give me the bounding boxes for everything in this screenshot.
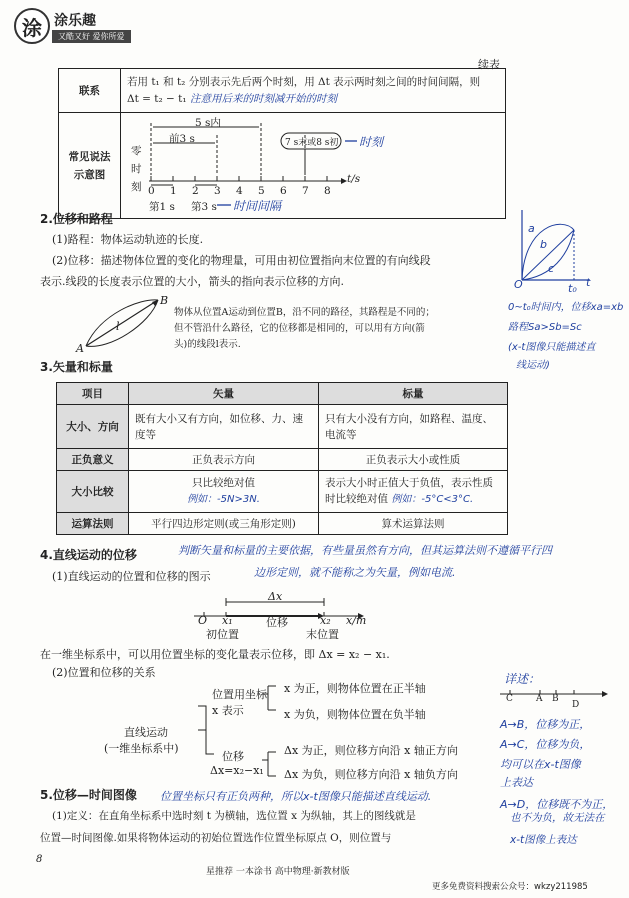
graph-t: t <box>586 276 591 289</box>
logo-icon: 涂 <box>14 8 50 44</box>
path-figure <box>80 294 170 354</box>
tree-b1-b: x 为负，则物体位置在负半轴 <box>284 708 426 721</box>
sec2-title: 2.位移和路程 <box>40 212 113 226</box>
footer-right: 更多免费资料搜索公众号：wkzy211985 <box>432 882 588 892</box>
page-number: 8 <box>36 854 43 865</box>
side4-l5: A→D，位移既不为正， <box>500 798 614 811</box>
graph-t0: t₀ <box>568 282 577 295</box>
row-label-relation: 联系 <box>59 69 121 113</box>
header <box>14 8 214 46</box>
tick-6: 6 <box>280 185 287 197</box>
sec2-p2a: (2)位移：描述物体位置的变化的物理量，可用由初位置指向末位置的有向线段 <box>52 254 431 267</box>
fig-A: A <box>76 342 84 355</box>
row-item: 大小比较 <box>57 471 129 513</box>
span-5s: 5 s内 <box>195 117 221 129</box>
row-vec: 正负表示方向 <box>129 449 319 471</box>
sec4-p3: (2)位置和位移的关系 <box>52 666 156 679</box>
tick-0: 0 <box>148 185 155 197</box>
fig-B: B <box>160 294 169 307</box>
tick-5: 5 <box>258 185 265 197</box>
sec4-p2: 在一维坐标系中，可以用位置坐标的变化量表示位移，即 Δx = x₂ − x₁. <box>40 648 390 661</box>
row-vec: 只比较绝对值 例如：-5N>3N. <box>129 471 319 513</box>
tick-4: 4 <box>236 185 243 197</box>
axis-unit: t/s <box>347 173 361 185</box>
row-sca: 正负表示大小或性质 <box>319 449 508 471</box>
sec5-note-2: 也不为负，故无法在 <box>510 812 605 824</box>
timeline-diagram <box>121 113 506 219</box>
fig-text-3: 头)的线段l表示. <box>174 339 241 350</box>
brand-name: 涂乐趣 <box>54 13 96 29</box>
vector-scalar-table <box>56 382 508 535</box>
graph-c: c <box>548 262 555 275</box>
row-item: 正负意义 <box>57 449 129 471</box>
graph-O: O <box>514 278 523 291</box>
side4-l4: 上表达 <box>500 776 533 789</box>
row-item: 大小、方向 <box>57 405 129 449</box>
row-item: 运算法则 <box>57 513 129 535</box>
sec2-p2b: 表示.线段的长度表示位置的大小，箭头的指向表示位移的方向. <box>40 275 344 288</box>
side4-A: A <box>536 694 543 704</box>
tree-b2-b: Δx 为负，则位移方向沿 x 轴负方向 <box>284 768 458 781</box>
fig-text-2: 但不管沿什么路径，它的位移都是相同的，可以用有方向(箭 <box>174 323 425 334</box>
side-note-1: 0~t₀时间内，位移xa=xb <box>508 302 624 313</box>
side-note-3: (x-t图像只能描述直 <box>508 342 596 353</box>
side4-D: D <box>572 700 580 710</box>
tick-8: 8 <box>324 185 331 197</box>
fig-init: 初位置 <box>206 628 239 641</box>
third-3s: 第3 s <box>191 201 217 213</box>
graph-b: b <box>540 238 547 251</box>
tick-3: 3 <box>214 185 221 197</box>
row-sca: 只有大小没有方向，如路程、温度、电流等 <box>319 405 508 449</box>
continued-label: 续表 <box>478 58 500 71</box>
col-vector: 矢量 <box>129 383 319 405</box>
axis-label-1: 零 <box>131 145 142 157</box>
brand-slogan: 又酷又好 爱你所爱 <box>52 30 131 43</box>
col-item: 项目 <box>57 383 129 405</box>
sec2-p1: (1)路程：物体运动轨迹的长度. <box>52 233 204 246</box>
axis-label-3: 刻 <box>131 181 142 193</box>
sec5-p2: 位置—时间图像.如果将物体运动的初始位置选作位置坐标原点 O，则位置与 <box>40 832 392 844</box>
sec5-note-3: x-t图像上表达 <box>510 834 577 846</box>
fig-end: 末位置 <box>306 628 339 641</box>
tick-1: 1 <box>170 185 177 197</box>
row-sca: 算术运算法则 <box>319 513 508 535</box>
sec3-note-2: 边形定则，就不能称之为矢量，例如电流. <box>254 566 456 579</box>
fig-text-1: 物体从位置A运动到位置B，沿不同的路径，其路程是不同的； <box>174 307 435 318</box>
side4-B: B <box>552 694 559 704</box>
tick-7: 7 <box>302 185 309 197</box>
sca-handnote: 例如：-5°C<3°C. <box>391 494 474 505</box>
side4-l3: 均可以在x-t图像 <box>500 758 581 771</box>
timeline-svg <box>121 113 505 217</box>
fig-O: O <box>198 614 208 627</box>
sec5-title: 5.位移—时间图像 <box>40 788 137 802</box>
fig-l: l <box>116 320 120 333</box>
tree-b1-2: x 表示 <box>212 704 244 717</box>
row-label-diagram: 常见说法 示意图 <box>59 113 121 219</box>
footer-center: 星推荐 一本涂书 高中物理·新教材版 <box>206 867 350 877</box>
sec4-title: 4.直线运动的位移 <box>40 548 137 562</box>
span-7-8: 7 s末或8 s初 <box>285 138 339 148</box>
vec-handnote: 例如：-5N>3N. <box>187 494 260 505</box>
relation-handnote: 注意用后来的时刻减开始的时刻 <box>189 92 337 105</box>
row-vec: 既有大小又有方向，如位移、力、速度等 <box>129 405 319 449</box>
side-note-2: 路程Sa>Sb=Sc <box>508 322 582 333</box>
tree-root-2: (一维坐标系中) <box>104 742 179 755</box>
relation-text: 若用 t₁ 和 t₂ 分别表示先后两个时刻，用 Δt 表示两时刻之间的时间间隔，则 Δt = t₂ − t₁ 注意用后来的时刻减开始的时刻 <box>121 69 506 113</box>
sec5-note-1: 位置坐标只有正负两种，所以x-t图像只能描述直线运动. <box>160 790 432 803</box>
fig-delta: Δx <box>268 590 283 603</box>
time-table <box>58 68 506 219</box>
side4-l1: A→B，位移为正， <box>500 718 591 731</box>
tree-b2-1: 位移 <box>222 750 244 763</box>
tree-b2-a: Δx 为正，则位移方向沿 x 轴正方向 <box>284 744 458 757</box>
sec5-p1: (1)定义：在直角坐标系中选时刻 t 为横轴，选位置 x 为纵轴，其上的图线就是 <box>52 810 416 822</box>
fig-x1: x₁ <box>222 614 233 627</box>
col-scalar: 标量 <box>319 383 508 405</box>
row-sca: 表示大小时正值大于负值，表示性质时比较绝对值 例如：-5°C<3°C. <box>319 471 508 513</box>
fig-x2: x₂ <box>320 614 331 627</box>
side4-l2: A→C，位移为负， <box>500 738 591 751</box>
tick-2: 2 <box>192 185 199 197</box>
tree-b1-1: 位置用坐标 <box>212 688 267 701</box>
side4-C: C <box>506 694 513 704</box>
sec3-note-1: 判断矢量和标量的主要依据，有些量虽然有方向，但其运算法则不遵循平行四 <box>178 544 552 557</box>
note-moment: 时刻 <box>359 135 384 149</box>
tree-b1-a: x 为正，则物体位置在正半轴 <box>284 682 426 695</box>
sec3-title: 3.矢量和标量 <box>40 360 113 374</box>
sec4-p1: (1)直线运动的位置和位移的图示 <box>52 570 211 583</box>
tree-root-1: 直线运动 <box>124 726 168 739</box>
tree-b2-2: Δx=x₂−x₁ <box>210 764 264 777</box>
fig-disp: 位移 <box>266 616 288 629</box>
first-1s: 第1 s <box>149 201 175 213</box>
side4-title: 详述： <box>504 672 541 686</box>
span-first3: 前3 s <box>169 133 195 145</box>
side-note-4: 线运动) <box>516 360 550 371</box>
fig-unit: x/m <box>346 614 367 627</box>
note-interval: 时间间隔 <box>233 199 282 213</box>
graph-a: a <box>528 222 535 235</box>
axis-label-2: 时 <box>131 163 142 175</box>
row-vec: 平行四边形定则(或三角形定则) <box>129 513 319 535</box>
